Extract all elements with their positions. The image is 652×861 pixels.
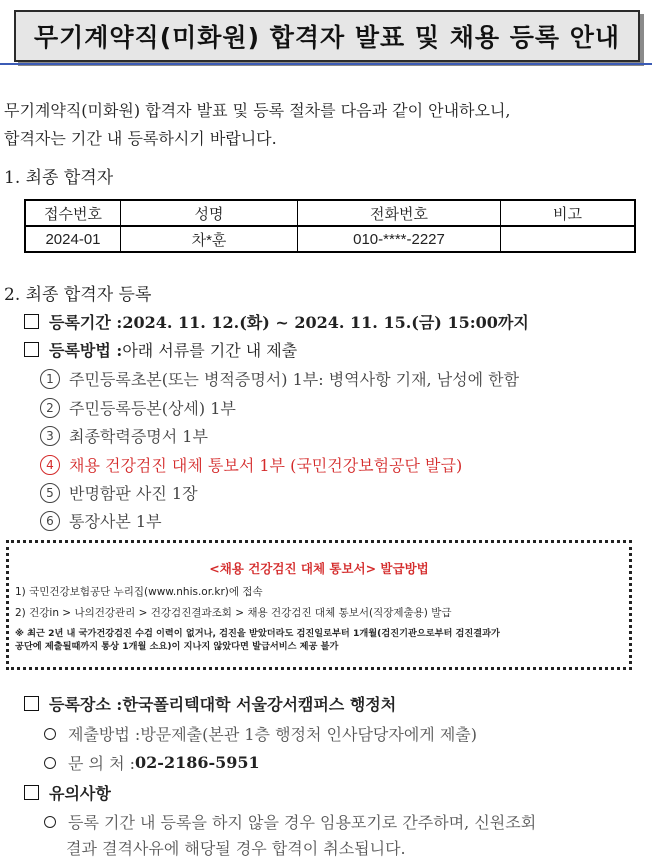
checkbox-square-icon xyxy=(24,785,39,800)
notice-warning-line-2: 공단에 제출될때까지 통상 1개월 소요)이 지나지 않았다면 발급서비스 제공 불가 xyxy=(15,641,339,652)
notice-step-2: 2) 건강in > 나의건강관리 > 건강검진결과조회 > 채용 건강검진 대체 통보서(직장제출용) 발급 xyxy=(15,607,452,619)
circle-bullet-icon xyxy=(44,728,56,740)
page-title xyxy=(14,10,640,62)
caution-heading: 유의사항 xyxy=(49,784,111,803)
table-header-cell: 전화번호 xyxy=(298,200,501,226)
circled-number-icon: 3 xyxy=(40,426,60,446)
submit-method-row xyxy=(44,722,477,745)
table-header-cell: 성명 xyxy=(121,200,298,226)
document-text: 주민등록등본(상세) 1부 xyxy=(69,399,236,418)
method-label: 등록방법 : xyxy=(49,341,123,360)
checkbox-square-icon xyxy=(24,342,39,357)
section-2-heading: 2. 최종 합격자 등록 xyxy=(4,285,152,305)
checkbox-square-icon xyxy=(24,314,39,329)
period-row xyxy=(24,310,529,333)
section-1-heading: 1. 최종 합격자 xyxy=(4,168,114,188)
circled-number-icon: 5 xyxy=(40,483,60,503)
document-item xyxy=(40,509,162,532)
table-cell: 010-****-2227 xyxy=(298,226,501,252)
table-header-cell: 비고 xyxy=(501,200,636,226)
submit-label: 제출방법 : xyxy=(68,725,141,744)
method-row xyxy=(24,338,297,361)
caution-line-2: 결과 결격사유에 해당될 경우 합격이 취소됩니다. xyxy=(66,839,406,858)
document-item xyxy=(40,481,198,504)
document-text: 최종학력증명서 1부 xyxy=(69,427,208,446)
document-item xyxy=(40,367,519,390)
health-notice-box xyxy=(6,540,632,670)
table-header-cell: 접수번호 xyxy=(25,200,121,226)
document-item xyxy=(40,424,208,447)
submit-value: 방문제출(본관 1층 행정처 인사담당자에게 제출) xyxy=(140,725,477,744)
intro-line-2: 합격자는 기간 내 등록하시기 바랍니다. xyxy=(4,129,277,148)
place-row xyxy=(24,692,396,715)
table-header-row xyxy=(25,200,635,226)
circled-number-icon: 1 xyxy=(40,369,60,389)
circled-number-icon: 4 xyxy=(40,455,60,475)
table-row xyxy=(25,226,635,252)
intro-line-1: 무기계약직(미화원) 합격자 발표 및 등록 절차를 다음과 같이 안내하오니, xyxy=(4,101,511,120)
place-value: 한국폴리텍대학 서울강서캠퍼스 행정처 xyxy=(122,695,397,714)
finalist-table xyxy=(24,199,636,253)
period-value: 2024. 11. 12.(화) ~ 2024. 11. 15.(금) 15:00까지 xyxy=(122,313,529,332)
page-title-text: 무기계약직(미화원) 합격자 발표 및 채용 등록 안내 xyxy=(33,23,621,52)
notice-step-1: 1) 국민건강보험공단 누리집(www.nhis.or.kr)에 접속 xyxy=(15,586,263,598)
place-label: 등록장소 : xyxy=(49,695,123,714)
document-item-highlighted xyxy=(40,453,462,476)
document-text: 채용 건강검진 대체 통보서 1부 (국민건강보험공단 발급) xyxy=(69,456,463,475)
title-divider xyxy=(0,63,652,65)
circled-number-icon: 2 xyxy=(40,398,60,418)
table-cell xyxy=(501,226,636,252)
caution-heading-row xyxy=(24,781,111,804)
notice-warning-line-1: ※ 최근 2년 내 국가건강검진 수검 이력이 없거나, 검진을 받았더라도 검진일로부터 1개월(검진기관으로부터 검진결과가 xyxy=(15,628,500,639)
document-item xyxy=(40,396,236,419)
contact-value: 02-2186-5951 xyxy=(135,753,260,772)
table-cell: 2024-01 xyxy=(25,226,121,252)
circle-bullet-icon xyxy=(44,757,56,769)
contact-row xyxy=(44,751,260,774)
checkbox-square-icon xyxy=(24,696,39,711)
notice-title: <채용 건강검진 대체 통보서> 발급방법 xyxy=(209,561,429,576)
table-cell: 차*훈 xyxy=(121,226,298,252)
caution-line-1: 등록 기간 내 등록을 하지 않을 경우 임용포기로 간주하며, 신원조회 xyxy=(68,813,537,832)
circle-bullet-icon xyxy=(44,816,56,828)
caution-line-1-row xyxy=(44,810,536,833)
document-text: 통장사본 1부 xyxy=(69,512,162,531)
method-value: 아래 서류를 기간 내 제출 xyxy=(122,341,298,360)
period-label: 등록기간 : xyxy=(49,313,123,332)
contact-label: 문 의 처 : xyxy=(68,754,136,773)
circled-number-icon: 6 xyxy=(40,511,60,531)
document-text: 반명함판 사진 1장 xyxy=(69,484,198,503)
document-text: 주민등록초본(또는 병적증명서) 1부: 병역사항 기재, 남성에 한함 xyxy=(69,370,520,389)
